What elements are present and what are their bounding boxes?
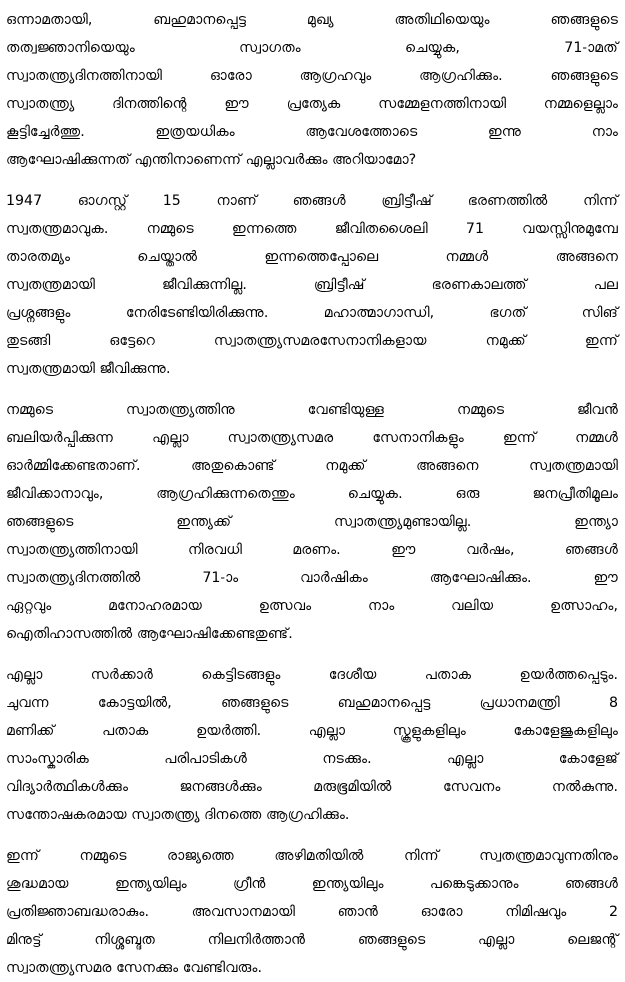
text-line: സ്വാതന്ത്ര്യത്തിനായി നിരവധി മരണം. ഈ വർഷം, ഞങ്ങൾ — [6, 542, 618, 558]
text-line: ഏറ്റവും മനോഹരമായ ഉത്സവം നാം വലിയ ഉത്സാഹം, — [6, 598, 618, 614]
paragraph-gap — [6, 383, 618, 396]
text-line: ഓർമ്മിക്കേണ്ടതാണ്. അതുകൊണ്ട് നമുക്ക് അങ്ങനെ സ്വതന്ത്രമായി — [6, 458, 618, 474]
text-line: ജീവിക്കാനാവും, ആഗ്രഹിക്കുന്നതെന്തും ചെയ്യുക. ഒരു ജനപ്രീതിമൂലം — [6, 486, 618, 502]
text-line: വിദ്യാർത്ഥികൾക്കും ജനങ്ങൾക്കും മരുഭൂമിയിൽ സേവനം നൽകുന്നു. — [6, 779, 618, 795]
text-line: ഇന്ന് നമ്മുടെ രാജ്യത്തെ അഴിമതിയിൽ നിന്ന് സ്വതന്ത്രമാവുന്നതിനും — [6, 848, 618, 864]
paragraph-freedom-fighters — [6, 396, 618, 648]
text-line: ചുവന്ന കോട്ടയിൽ, ഞങ്ങളുടെ ബഹുമാനപ്പെട്ട പ്രധാനമന്ത്രി 8 — [6, 695, 618, 711]
text-line: സാംസ്കാരിക പരിപാടികൾ നടക്കും. എല്ലാ കോളേജ് — [6, 751, 618, 767]
text-line: സ്വാതന്ത്ര്യദിനത്തിനായി ഓരോ ആഗ്രഹവും ആഗ്രഹിക്കും. ഞങ്ങളുടെ — [6, 68, 618, 84]
document-body — [6, 0, 618, 982]
text-line: സ്വതന്ത്രമായി ജീവിക്കുന്നു. — [6, 361, 171, 377]
paragraph-gap — [6, 174, 618, 187]
paragraph-greeting — [6, 6, 618, 174]
text-line: 1947 ഓഗസ്റ്റ് 15 നാണ് ഞങ്ങൾ ബ്രിട്ടീഷ് ഭരണത്തിൽ നിന്ന് — [6, 193, 618, 209]
text-line: സന്തോഷകരമായ സ്വാതന്ത്ര്യ ദിനത്തെ ആഗ്രഹിക്കും. — [6, 807, 350, 823]
text-line: സ്വാതന്ത്ര്യദിനത്തിൽ 71-ാം വാർഷികം ആഘോഷിക്കും. ഈ — [6, 570, 618, 586]
text-line: താരതമ്യം ചെയ്താൽ ഇന്നത്തെപ്പോലെ നമ്മൾ അങ്ങനെ — [6, 249, 618, 265]
text-line: മണിക്ക് പതാക ഉയർത്തി. എല്ലാ സ്കൂളുകളിലും കോളേജുകളിലും — [6, 723, 618, 739]
text-line: പ്രശ്നങ്ങളും നേരിടേണ്ടിയിരിക്കുന്നു. മഹാത്മാഗാന്ധി, ഭഗത് സിങ് — [6, 305, 618, 321]
text-line: സ്വാതന്ത്ര്യ ദിനത്തിന്റെ ഈ പ്രത്യേക സമ്മേളനത്തിനായി നമ്മളെല്ലാം — [6, 96, 618, 112]
text-line: കൂട്ടിച്ചേർത്തു. ഇത്രയധികം ആവേശത്തോടെ ഇന്നു നാം — [6, 124, 618, 140]
text-line: ബലിയർപ്പിക്കുന്ന എല്ലാ സ്വാതന്ത്ര്യസമര സേനാനികളും ഇന്ന് നമ്മൾ — [6, 430, 618, 446]
text-line: ശുദ്ധമായ ഇന്ത്യയിലും ഗ്രീൻ ഇന്ത്യയിലും പങ്കെടുക്കാനും ഞങ്ങൾ — [6, 876, 618, 892]
text-line: സ്വതന്ത്രമാവുക. നമ്മുടെ ഇന്നത്തെ ജീവിതശൈലി 71 വയസ്സിനുമുമ്പേ — [6, 221, 618, 237]
text-line: ഒന്നാമതായി, ബഹുമാനപ്പെട്ട മുഖ്യ അതിഥിയെയും ഞങ്ങളുടെ — [6, 12, 618, 28]
text-line: നമ്മുടെ സ്വാതന്ത്ര്യത്തിനു വേണ്ടിയുള്ള നമ്മുടെ ജീവൻ — [6, 402, 618, 418]
paragraph-history — [6, 187, 618, 383]
paragraph-pledge — [6, 842, 618, 982]
paragraph-celebrations — [6, 661, 618, 829]
text-line: ഞങ്ങളുടെ ഇന്ത്യക്ക് സ്വാതന്ത്ര്യമുണ്ടായില്ല. ഇന്ത്യാ — [6, 514, 618, 530]
paragraph-gap — [6, 648, 618, 661]
text-line: സ്വതന്ത്രമായി ജീവിക്കുന്നില്ല. ബ്രിട്ടീഷ് ഭരണകാലത്ത് പല — [6, 277, 618, 293]
text-line: തത്വജ്ഞാനിയെയും സ്വാഗതം ചെയ്യുക, 71-ാമത് — [6, 40, 618, 56]
text-line: ആഘോഷിക്കുന്നത് എന്തിനാണെന്ന് എല്ലാവർക്കും അറിയാമോ? — [6, 152, 417, 168]
text-line: എല്ലാ സർക്കാർ കെട്ടിടങ്ങളും ദേശീയ പതാക ഉയർത്തപ്പെടും. — [6, 667, 618, 683]
paragraph-gap — [6, 829, 618, 842]
text-line: ഐതിഹാസത്തിൽ ആഘോഷിക്കേണ്ടതുണ്ട്. — [6, 626, 293, 642]
text-line: സ്വാതന്ത്ര്യസമര സേനക്കും വേണ്ടിവരും. — [6, 960, 262, 976]
text-line: പ്രതിജ്ഞാബദ്ധരാകും. അവസാനമായി ഞാൻ ഓരോ നിമിഷവും 2 — [6, 904, 618, 920]
text-line: തുടങ്ങി ഒട്ടേറെ സ്വാതന്ത്ര്യസമരസേനാനികളായ നമുക്ക് ഇന്ന് — [6, 333, 618, 349]
text-line: മിനുട്ട് നിശ്ശബ്ദത നിലനിർത്താൻ ഞങ്ങളുടെ എല്ലാ ലെജന്റ് — [6, 932, 618, 948]
